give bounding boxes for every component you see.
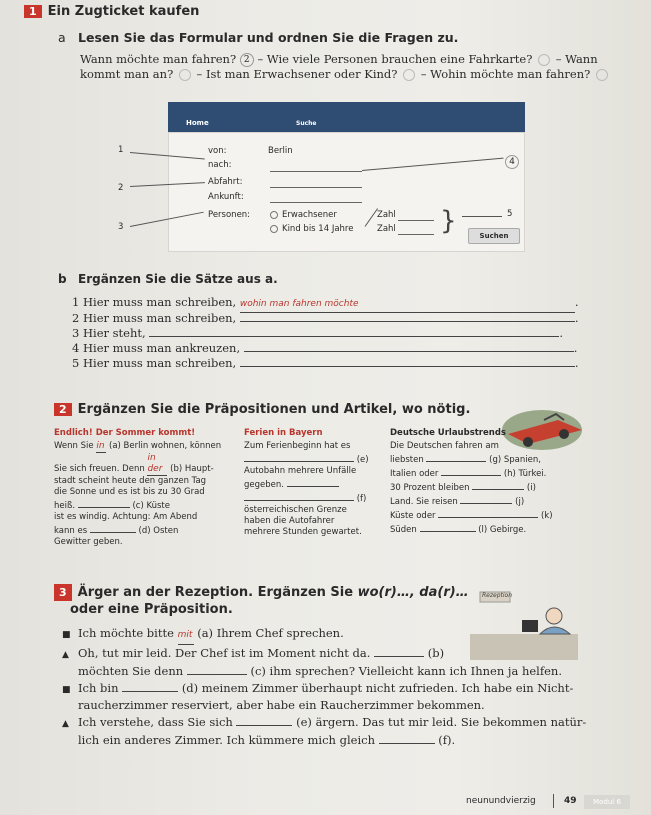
nach-label: nach: (208, 160, 232, 170)
dialogue-line: ▲ Ich verstehe, dass Sie sich (e) ärgern. Das tut mir leid. Sie bekommen natür- (62, 714, 587, 729)
von-label: von: (208, 146, 227, 156)
answer-line[interactable] (149, 325, 559, 337)
nach-field[interactable] (270, 171, 362, 172)
dialogue (62, 626, 622, 749)
option-adult[interactable]: Erwachsener (270, 210, 337, 221)
footer-divider (553, 794, 554, 808)
answer-circle[interactable] (538, 54, 550, 66)
ankunft-field[interactable] (270, 202, 362, 203)
option-child[interactable]: Kind bis 14 Jahre (270, 224, 353, 235)
fill-l[interactable] (420, 522, 476, 532)
zahl-label-1: Zahl (377, 210, 396, 220)
marker-1: 1 (118, 145, 124, 155)
article-summer: Endlich! Der Sommer kommt! Wenn Sie in (a) Berlin wohnen, können Sie sich freuen. Denn in der (b) Haupt- stadt scheint heute den ganzen Tag die Sonne und es ist bis zu 30 Grad heiß. (c) Küste ist es windig. Achtung: Am Abend kann es (d) Osten Gewitter geben. (54, 428, 222, 547)
task-b-instruction: b Ergänzen Sie die Sätze aus a. (58, 272, 278, 286)
zahl-label-2: Zahl (377, 224, 396, 234)
task-b-item: 5 Hier muss man schreiben, . (72, 356, 579, 370)
fill-3f[interactable] (379, 732, 435, 744)
search-button[interactable]: Suchen (468, 228, 520, 244)
task-b-item: 4 Hier muss man ankreuzen, . (72, 341, 578, 355)
marker-3: 3 (118, 222, 124, 232)
fill-k[interactable] (438, 508, 538, 518)
section-1-title-text: Ein Zugticket kaufen (47, 4, 200, 19)
dialogue-line: ■ Ich möchte bitte mit (a) Ihrem Chef sprechen. (62, 626, 622, 645)
dialogue-line: ■ Ich bin (d) meinem Zimmer überhaupt nicht zufrieden. Ich habe ein Nicht- (62, 680, 574, 695)
fill-3c[interactable] (187, 663, 247, 675)
answer-line[interactable] (240, 310, 575, 322)
task-a-questions: Wann möchte man fahren? 2 – Wie viele Personen brauchen eine Fahrkarte? – Wann kommt man an? – Ist man Erwachsener oder Kind? – Wohin möchte man fahren? (80, 52, 640, 82)
fill-g[interactable] (426, 452, 486, 462)
fill-3e[interactable] (236, 714, 292, 726)
answer-line[interactable] (244, 340, 574, 352)
task-b-item: 1 Hier muss man schreiben, wohin man fahren möchte . (72, 295, 582, 310)
marker-5: 5 (507, 209, 513, 219)
answer-circle[interactable] (403, 69, 415, 81)
section-2-title: 2 Ergänzen Sie die Präpositionen und Artikel, wo nötig. (54, 402, 470, 417)
task-b-item: 3 Hier steht, . (72, 326, 563, 340)
zahl-field-2[interactable] (398, 234, 434, 235)
brace: } (440, 206, 457, 236)
answer-circle-filled[interactable]: 2 (240, 53, 254, 67)
leader-line-5 (462, 216, 502, 217)
von-value: Berlin (268, 146, 293, 156)
fill-c[interactable] (78, 498, 130, 508)
fill-d[interactable] (90, 523, 136, 533)
fill-j[interactable] (460, 494, 512, 504)
reception-sign: Rezeption (482, 592, 513, 599)
tab-home: Home (186, 119, 209, 127)
fill-i[interactable] (472, 480, 524, 490)
article-bayern: Ferien in Bayern Zum Ferienbeginn hat es (e) Autobahn mehrere Unfälle gegeben. (f) österreichischen Grenze haben die Autofahrer mehrere Stunden gewartet. (244, 428, 369, 537)
zahl-field-1[interactable] (398, 220, 434, 221)
abfahrt-label: Abfahrt: (208, 177, 243, 187)
answer-circle[interactable] (179, 69, 191, 81)
fill-3d[interactable] (122, 680, 178, 692)
article-urlaubstrends: Deutsche Urlaubstrends Die Deutschen fahren am liebsten (g) Spanien, Italien oder (h) Türkei. 30 Prozent bleiben (i) Land. Sie reisen (j) Küste oder (k) Süden (l) Gebirge. (390, 428, 553, 535)
page-number: 49 (564, 796, 577, 806)
section-3-title: 3 Ärger an der Rezeption. Ergänzen Sie wo(r)…, da(r)… oder eine Präposition. (54, 584, 469, 618)
task-b-list (72, 295, 582, 370)
marker-4: 4 (505, 155, 519, 169)
marker-2: 2 (118, 183, 124, 193)
fill-e2[interactable] (287, 477, 339, 487)
task-a-instruction: a Lesen Sie das Formular und ordnen Sie die Fragen zu. (58, 30, 459, 45)
section-1-title (24, 4, 199, 19)
section-1-number: 1 (24, 5, 42, 18)
fill-b[interactable]: in der (147, 453, 167, 476)
module-badge: Modul 6 (584, 795, 630, 809)
abfahrt-field[interactable] (270, 187, 362, 188)
dialogue-line: lich ein anderes Zimmer. Ich kümmere mich gleich (f). (78, 733, 456, 747)
page-number-word: neunundvierzig (466, 796, 536, 806)
radio-adult[interactable] (270, 211, 278, 219)
fill-3b[interactable] (374, 645, 424, 657)
fill-e[interactable] (244, 452, 354, 462)
tab-search: Suche (296, 120, 317, 127)
fill-f[interactable] (244, 491, 354, 501)
radio-child[interactable] (270, 225, 278, 233)
answer-circle[interactable] (596, 69, 608, 81)
fill-3a[interactable]: mit (178, 628, 194, 645)
personen-label: Personen: (208, 210, 251, 220)
dialogue-line: raucherzimmer reserviert, aber habe ein Raucherzimmer bekommen. (78, 698, 485, 712)
fill-h[interactable] (441, 466, 501, 476)
dialogue-line: ▲ Oh, tut mir leid. Der Chef ist im Moment nicht da. (b) (62, 645, 445, 660)
answer-line[interactable] (240, 355, 575, 367)
dialogue-line: möchten Sie denn (c) ihm sprechen? Vielleicht kann ich Ihnen ja helfen. (78, 664, 562, 678)
form-header-bar (168, 102, 525, 132)
ankunft-label: Ankunft: (208, 192, 244, 202)
fill-a[interactable]: in (96, 441, 105, 451)
answer-line[interactable]: wohin man fahren möchte (240, 297, 575, 313)
task-b-item: 2 Hier muss man schreiben, . (72, 311, 579, 325)
